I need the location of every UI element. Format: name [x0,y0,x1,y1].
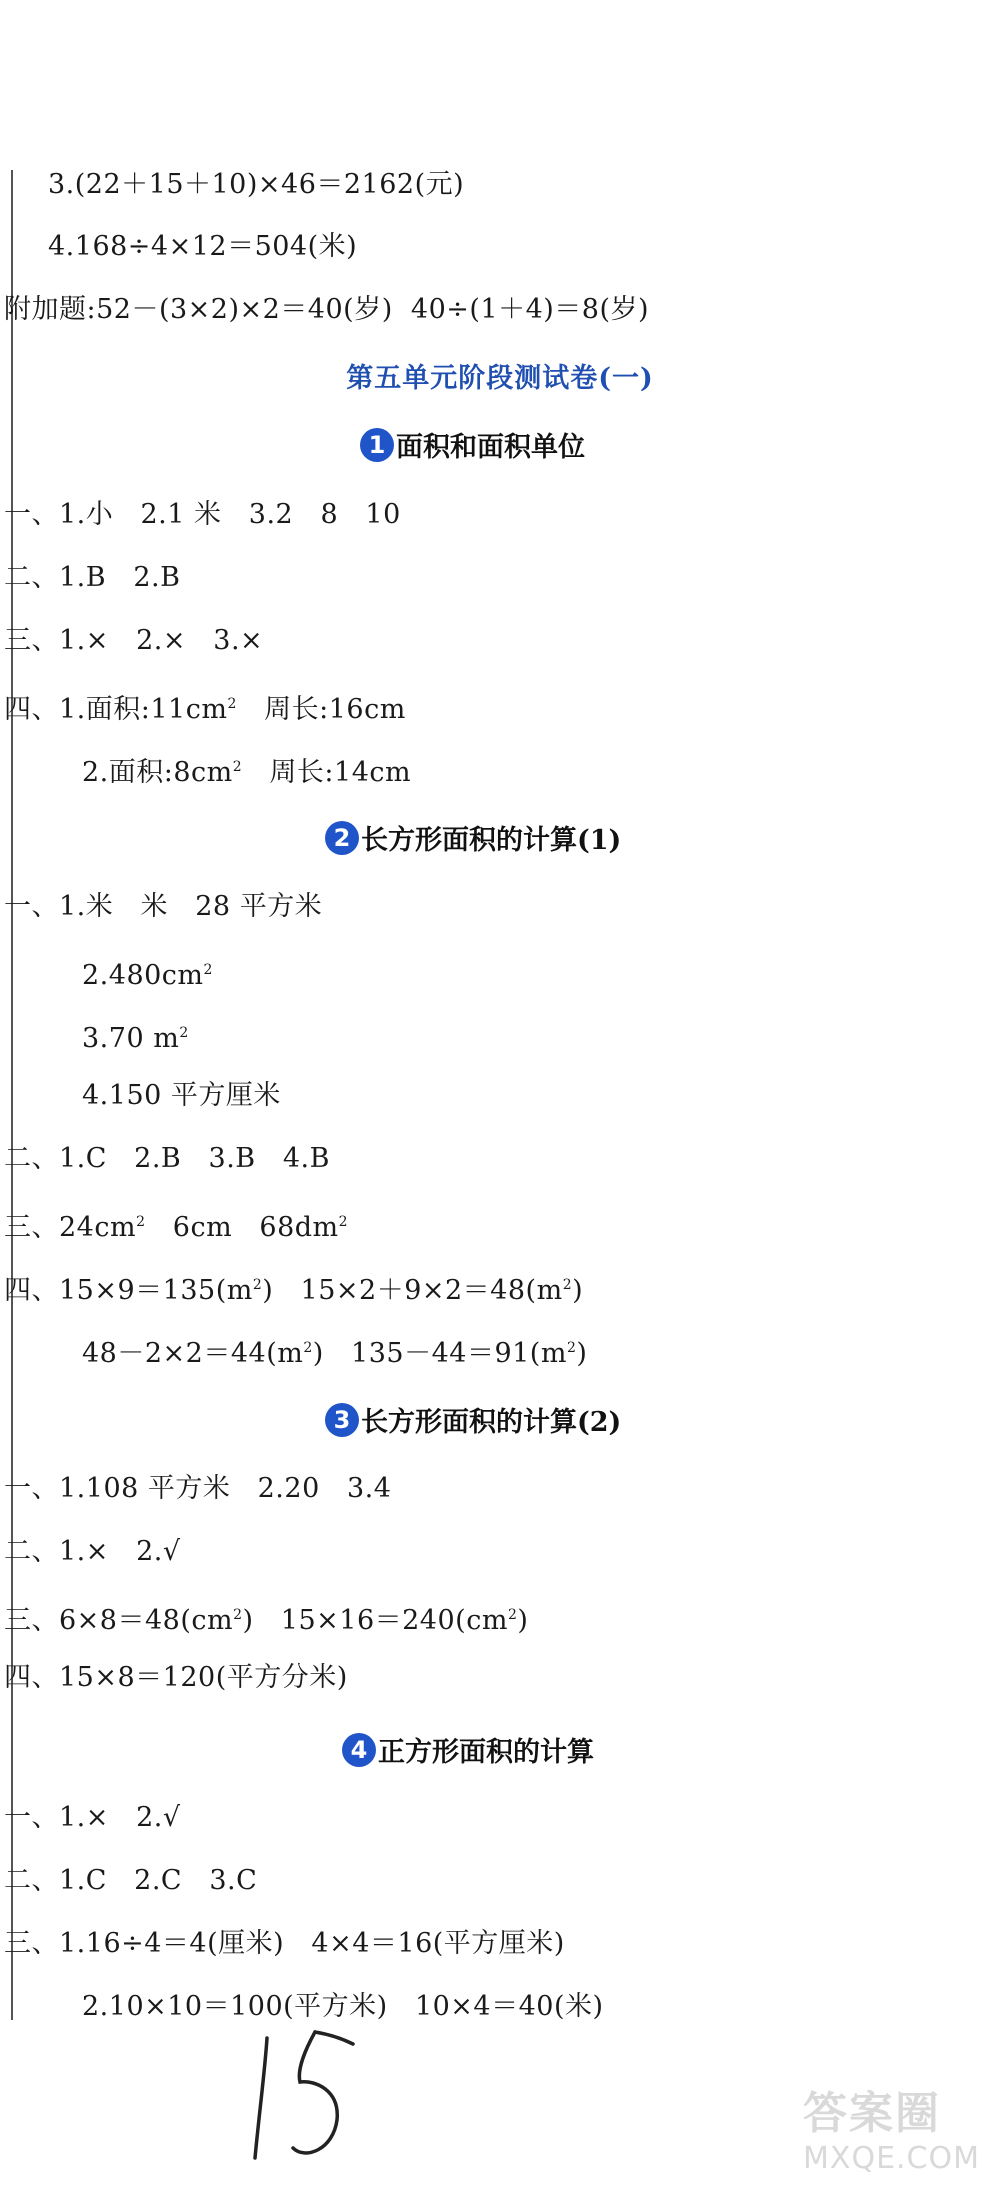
text: 四、15×9＝135(m [4,1275,253,1306]
watermark-url: MXQE.COM [803,2141,980,2176]
answer-line [4,1598,528,1638]
superscript: 2 [179,1025,189,1041]
superscript: 2 [566,1340,577,1356]
margin-line [11,170,13,2020]
answer-line: 4.150 平方厘米 [82,1080,281,1111]
answer-line [82,750,411,790]
section-title: 面积和面积单位 [396,432,585,463]
answer-line: 3.(22＋15＋10)×46＝2162(元) [48,169,465,200]
superscript: 2 [303,1340,313,1356]
superscript: 2 [227,696,237,712]
text: 周长:16cm [236,694,406,725]
answer-line [82,1016,189,1056]
superscript: 2 [562,1277,573,1293]
watermark [803,2077,980,2176]
text: 3.70 m [82,1023,180,1054]
superscript: 2 [233,1607,243,1623]
text: 周长:14cm [242,757,412,788]
answer-line [4,1205,348,1245]
text: ) 135－44＝91(m [312,1338,567,1369]
number-badge-icon: 2 [325,821,359,855]
answer-line [4,687,406,727]
handwritten-page-number [245,2020,365,2174]
answer-line [4,1268,583,1308]
text: ) [517,1605,529,1636]
answer-line: 二、1.C 2.C 3.C [4,1865,258,1896]
text: 三、6×8＝48(cm [4,1605,234,1636]
superscript: 2 [232,759,243,775]
answer-line: 2.10×10＝100(平方米) 10×4＝40(米) [82,1991,604,2022]
number-badge-icon: 1 [360,428,394,462]
answer-line [82,1331,587,1371]
bonus-line: 附加题:52－(3×2)×2＝40(岁) 40÷(1＋4)＝8(岁) [4,294,650,325]
text: 三、24cm [4,1212,137,1243]
answer-line: 4.168÷4×12＝504(米) [48,231,358,262]
answer-line [82,953,213,993]
answer-line: 三、1.16÷4＝4(厘米) 4×4＝16(平方厘米) [4,1928,565,1959]
text: 6cm 68dm [145,1212,339,1243]
answer-line: 二、1.C 2.B 3.B 4.B [4,1143,330,1174]
text: ) [572,1275,584,1306]
text: ) [576,1338,588,1369]
answer-line: 一、1.米 米 28 平方米 [4,891,323,922]
section-title: 长方形面积的计算(1) [361,825,622,856]
superscript: 2 [252,1277,263,1293]
superscript: 2 [203,962,213,978]
superscript: 2 [338,1214,349,1230]
text: ) 15×2＋9×2＝48(m [262,1275,563,1306]
text: 四、1.面积:11cm [4,694,228,725]
superscript: 2 [507,1607,518,1623]
section-title: 长方形面积的计算(2) [361,1407,622,1438]
answer-line: 二、1.B 2.B [4,562,181,593]
answer-line: 一、1.108 平方米 2.20 3.4 [4,1473,392,1504]
section-heading-4 [342,1730,594,1769]
answer-line: 一、1.× 2.√ [4,1802,181,1833]
answer-line: 一、1.小 2.1 米 3.2 8 10 [4,499,401,530]
answer-line: 四、15×8＝120(平方分米) [4,1662,348,1693]
text: 2.面积:8cm [82,757,233,788]
section-heading-2 [325,818,621,857]
unit-heading: 第五单元阶段测试卷(一) [346,363,654,394]
text: 48－2×2＝44(m [82,1338,304,1369]
section-heading-1 [360,425,585,464]
text: ) 15×16＝240(cm [242,1605,508,1636]
text: 2.480cm [82,960,204,991]
answer-line: 二、1.× 2.√ [4,1536,181,1567]
section-heading-3 [325,1400,621,1439]
answer-line: 三、1.× 2.× 3.× [4,625,264,656]
handwriting-icon [245,2020,365,2170]
superscript: 2 [136,1214,146,1230]
number-badge-icon: 4 [342,1733,376,1767]
watermark-logo: 答案圈 [803,2088,942,2139]
number-badge-icon: 3 [325,1403,359,1437]
section-title: 正方形面积的计算 [378,1737,594,1768]
